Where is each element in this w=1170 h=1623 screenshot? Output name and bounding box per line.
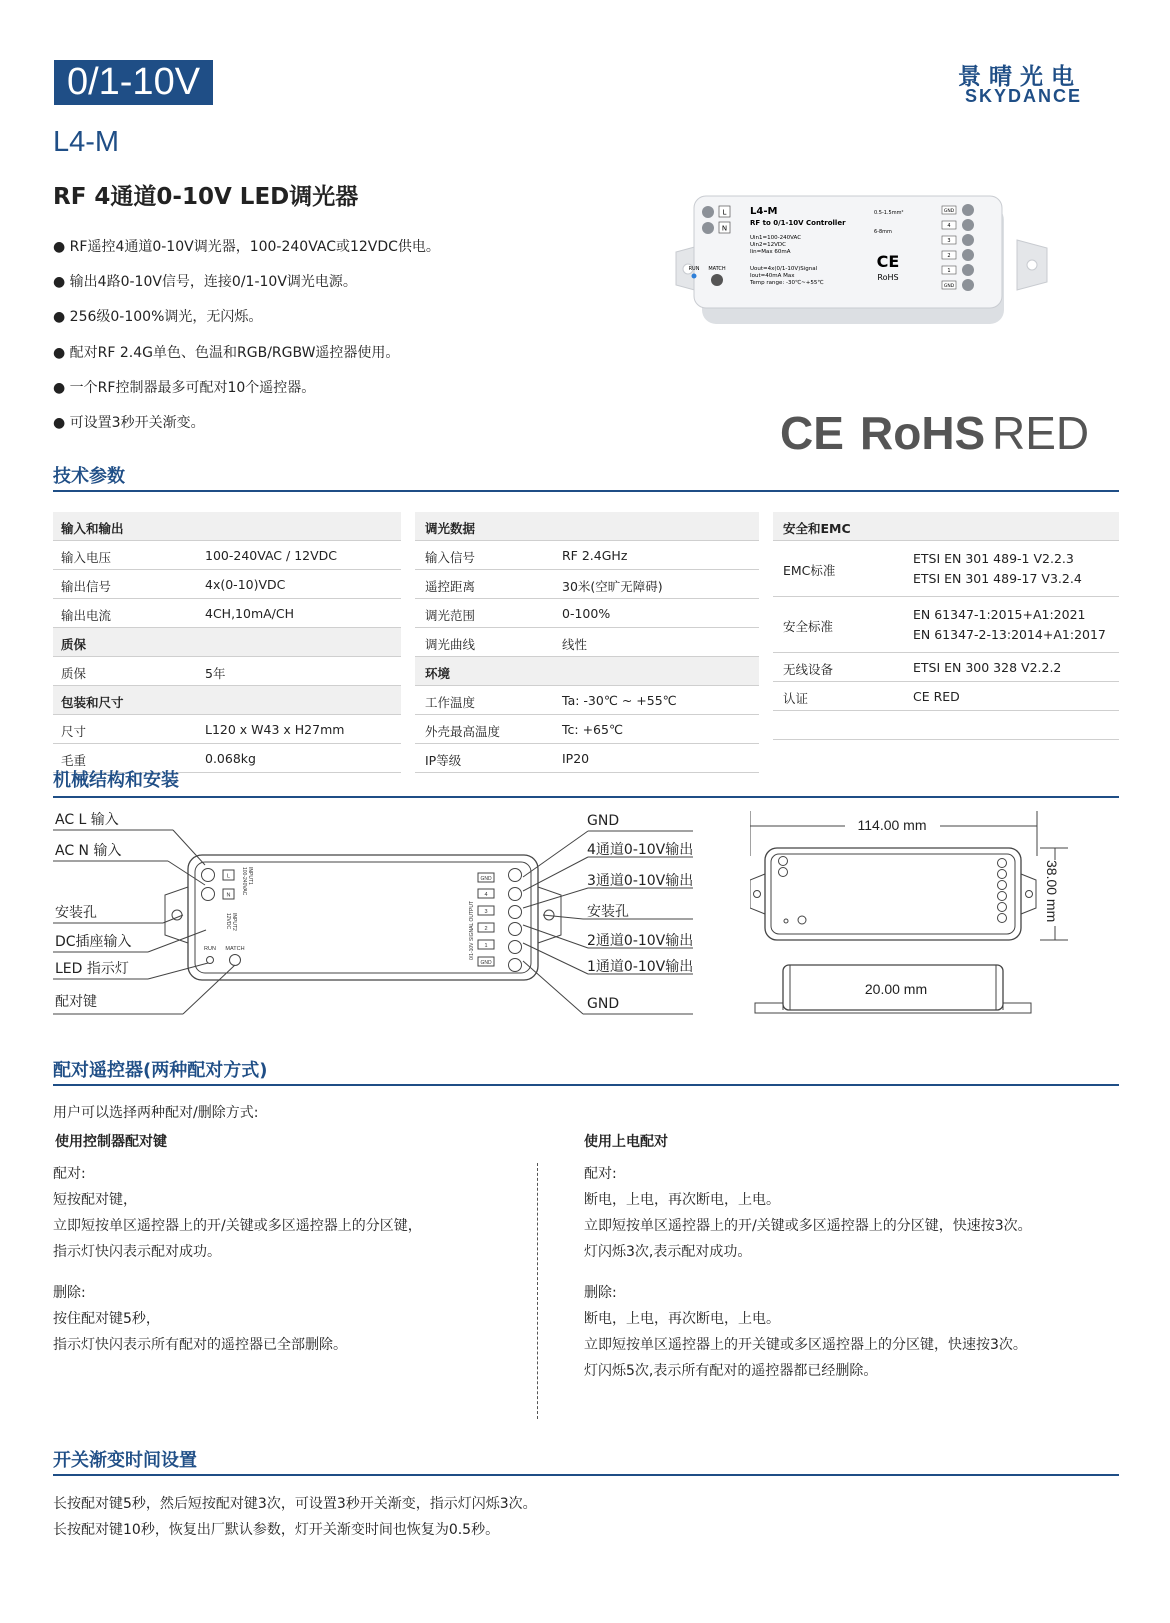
spec-row: [415, 657, 759, 686]
label-strip: 6-8mm: [874, 229, 892, 235]
spec-key: EMC标准: [783, 563, 836, 578]
spec-row: [53, 715, 401, 744]
spec-key: IP等级: [425, 753, 462, 768]
spec-key: 质保: [61, 637, 87, 652]
feature-item: ● RF遥控4通道0-10V调光器，100-240VAC或12VDC供电。: [53, 239, 440, 255]
spec-key: 安全标准: [783, 619, 834, 634]
pairing-method-power-pair: 配对: 断电，上电，再次断电，上电。 立即短按单区遥控器上的开/关键或多区遥控器上的分区键，快速按3次。 灯闪烁3次,表示配对成功。: [584, 1166, 1032, 1260]
label-ac-l-input: AC L 输入: [55, 812, 119, 828]
label-ch4-output: 4通道0-10V输出: [587, 842, 694, 858]
section-title-mechanical: 机械结构和安装: [53, 770, 179, 791]
product-photo: [672, 190, 1084, 340]
spec-key: 输入和输出: [61, 521, 124, 536]
red-mark: RED: [992, 407, 1090, 459]
label-ac-n-input: AC N 输入: [55, 843, 122, 859]
svg-text:12VDC: 12VDC: [225, 913, 231, 930]
svg-text:INPUT1: INPUT1: [247, 867, 253, 885]
spec-row: [415, 570, 759, 599]
svg-text:GND: GND: [943, 209, 955, 214]
svg-text:100-240VAC: 100-240VAC: [241, 867, 247, 896]
spec-key: 环境: [425, 666, 451, 681]
spec-row: [53, 599, 401, 628]
svg-text:4: 4: [484, 892, 488, 898]
spec-key: 工作温度: [425, 695, 476, 710]
feature-item: ● 可设置3秒开关渐变。: [53, 415, 205, 431]
spec-row: [773, 597, 1119, 653]
spec-key: 输出信号: [61, 579, 112, 594]
label-model: L4-M: [750, 206, 778, 217]
spec-key: 调光数据: [425, 521, 476, 536]
spec-key: 调光范围: [425, 608, 476, 623]
spec-value: Tc: +65℃: [562, 722, 623, 737]
spec-key: 外壳最高温度: [425, 724, 501, 739]
feature-item: ● 一个RF控制器最多可配对10个遥控器。: [53, 380, 316, 396]
spec-row: [773, 512, 1119, 541]
brand-name-cn: 景晴光电: [958, 64, 1082, 90]
spec-row: [53, 570, 401, 599]
spec-key: 输入信号: [425, 550, 476, 565]
label-subtitle: RF to 0/1-10V Controller: [750, 219, 846, 227]
label-gnd-bottom: GND: [587, 996, 620, 1012]
spec-row: [415, 686, 759, 715]
section-divider: [53, 1084, 1119, 1086]
model-number: L4-M: [53, 126, 120, 158]
svg-text:1: 1: [947, 268, 951, 274]
spec-key: 输出电流: [61, 608, 112, 623]
svg-text:MATCH: MATCH: [225, 946, 245, 952]
label-wire: 0.5-1.5mm²: [874, 210, 904, 216]
label-dc-input: DC插座输入: [55, 934, 132, 950]
label-gnd-top: GND: [587, 813, 620, 829]
label-ch3-output: 3通道0-10V输出: [587, 873, 694, 889]
spec-column-dimming: [415, 512, 759, 773]
label-match: MATCH: [708, 266, 726, 272]
label-uin1: Uin1=100-240VAC: [750, 235, 802, 241]
height-dimension: 38.00 mm: [1044, 860, 1060, 923]
label-ce: CE: [876, 252, 900, 271]
product-title: RF 4通道0-10V LED调光器: [53, 184, 359, 210]
spec-row: [415, 541, 759, 570]
spec-row: [415, 512, 759, 541]
spec-key: 包装和尺寸: [61, 695, 124, 710]
spec-key: 遥控距离: [425, 579, 476, 594]
pairing-method-key-pair: 配对: 短按配对键， 立即短按单区遥控器上的开/关键或多区遥控器上的分区键， 指示灯快闪表示配对成功。: [53, 1166, 422, 1260]
spec-value: RF 2.4GHz: [562, 548, 628, 563]
label-ch1-output: 1通道0-10V输出: [587, 959, 694, 975]
spec-key: 质保: [61, 666, 87, 681]
width-dimension: 114.00 mm: [857, 817, 927, 833]
column-divider: [537, 1163, 538, 1419]
label-led-indicator: LED 指示灯: [55, 961, 129, 977]
section-title-pairing: 配对遥控器(两种配对方式): [53, 1060, 268, 1081]
svg-text:INPUT2: INPUT2: [231, 913, 237, 931]
spec-value: 4CH,10mA/CH: [205, 606, 295, 621]
label-ch2-output: 2通道0-10V输出: [587, 933, 694, 949]
svg-text:4: 4: [947, 223, 951, 229]
spec-row: [53, 512, 401, 541]
spec-value: EN 61347-1:2015+A1:2021: [913, 607, 1086, 622]
spec-key: 安全和EMC: [783, 521, 851, 536]
spec-key: 毛重: [61, 753, 87, 768]
spec-row: [773, 711, 1119, 740]
svg-text:N: N: [226, 892, 231, 899]
pairing-method-power-title: 使用上电配对: [584, 1134, 668, 1150]
feature-item: ● 配对RF 2.4G单色、色温和RGB/RGBW遥控器使用。: [53, 345, 400, 361]
section-divider: [53, 1474, 1119, 1476]
spec-value: ETSI EN 301 489-1 V2.2.3: [913, 551, 1074, 566]
svg-text:3: 3: [947, 238, 951, 244]
spec-value: 30米(空旷无障碍): [562, 579, 663, 594]
spec-value: 100-240VAC / 12VDC: [205, 548, 338, 563]
label-uin2: Uin2=12VDC: [750, 242, 786, 248]
spec-value: ETSI EN 300 328 V2.2.2: [913, 660, 1062, 675]
spec-value: 0-100%: [562, 606, 611, 621]
section-divider: [53, 490, 1119, 492]
label-mounting-hole: 安装孔: [55, 905, 97, 921]
spec-column-safety: [773, 512, 1119, 740]
spec-value: IP20: [562, 751, 590, 766]
label-l: L: [722, 208, 727, 217]
svg-text:GND: GND: [480, 960, 492, 966]
label-run: RUN: [688, 266, 700, 272]
svg-text:2: 2: [484, 926, 488, 932]
spec-row: [53, 686, 401, 715]
feature-item: ● 输出4路0-10V信号，连接0/1-10V调光电源。: [53, 274, 357, 290]
section-title-fade: 开关渐变时间设置: [53, 1450, 197, 1471]
section-title-specs: 技术参数: [53, 466, 125, 487]
spec-value: 线性: [562, 637, 588, 652]
svg-text:3: 3: [484, 909, 488, 915]
wiring-diagram: [53, 805, 713, 1025]
spec-row: [53, 657, 401, 686]
label-n: N: [721, 224, 728, 233]
spec-key: 尺寸: [61, 724, 87, 739]
section-divider: [53, 796, 1119, 798]
spec-value: Ta: -30℃ ~ +55℃: [562, 693, 677, 708]
spec-row: [415, 599, 759, 628]
spec-row: [53, 541, 401, 570]
svg-text:RUN: RUN: [204, 946, 216, 952]
spec-value: 4x(0-10)VDC: [205, 577, 286, 592]
pairing-method-key-delete: 删除: 按住配对键5秒， 指示灯快闪表示所有配对的遥控器已全部删除。: [53, 1285, 347, 1353]
spec-row: [773, 682, 1119, 711]
depth-dimension: 20.00 mm: [864, 981, 928, 997]
range-badge: 0/1-10V: [54, 60, 213, 105]
pairing-method-power-delete: 删除: 断电，上电，再次断电，上电。 立即短按单区遥控器上的开关键或多区遥控器上的分区键，快速按3次。 灯闪烁5次,表示所有配对的遥控器都已经删除。: [584, 1285, 1027, 1379]
svg-text:1: 1: [484, 943, 488, 949]
spec-value: 0.068kg: [205, 751, 256, 766]
spec-row: [415, 628, 759, 657]
rohs-mark: RoHS: [860, 407, 986, 459]
pairing-intro: 用户可以选择两种配对/删除方式:: [53, 1105, 259, 1121]
svg-text:0/1-10V SIGNAL OUTPUT: 0/1-10V SIGNAL OUTPUT: [469, 901, 475, 960]
label-match-key: 配对键: [55, 994, 97, 1010]
dimension-drawing: [750, 808, 1120, 1023]
spec-value: L120 x W43 x H27mm: [205, 722, 345, 737]
pairing-method-key-title: 使用控制器配对键: [55, 1134, 167, 1150]
svg-text:GND: GND: [480, 876, 492, 882]
spec-value: ETSI EN 301 489-17 V3.2.4: [913, 571, 1082, 586]
label-iin: Iin=Max 60mA: [750, 249, 791, 255]
spec-value: CE RED: [913, 689, 960, 704]
label-uout: Uout=4x(0/1-10V)Signal: [750, 266, 818, 272]
spec-row: [53, 628, 401, 657]
spec-row: [773, 653, 1119, 682]
feature-item: ● 256级0-100%调光，无闪烁。: [53, 309, 263, 325]
spec-key: 认证: [783, 691, 809, 706]
spec-key: 无线设备: [783, 662, 834, 677]
label-mounting-hole-right: 安装孔: [587, 904, 629, 920]
label-temp: Temp range: -30℃~+55℃: [750, 280, 824, 286]
spec-row: [415, 715, 759, 744]
ce-mark: CE: [780, 407, 844, 459]
spec-key: 输入电压: [61, 550, 112, 565]
fade-instructions: 长按配对键5秒，然后短按配对键3次，可设置3秒开关渐变，指示灯闪烁3次。 长按配对键10秒，恢复出厂默认参数，灯开关渐变时间也恢复为0.5秒。: [53, 1496, 537, 1538]
label-iout: Iout=40mA Max: [750, 273, 795, 279]
spec-row: [415, 744, 759, 773]
label-rohs: RoHS: [877, 273, 899, 282]
spec-value: EN 61347-2-13:2014+A1:2017: [913, 627, 1106, 642]
spec-column-io: [53, 512, 401, 773]
spec-value: 5年: [205, 666, 226, 681]
svg-text:L: L: [226, 873, 231, 880]
brand-name-en: SKYDANCE: [964, 86, 1082, 106]
spec-key: 调光曲线: [425, 637, 476, 652]
svg-text:GND: GND: [943, 284, 955, 289]
spec-row: [773, 541, 1119, 597]
svg-text:2: 2: [947, 253, 951, 259]
